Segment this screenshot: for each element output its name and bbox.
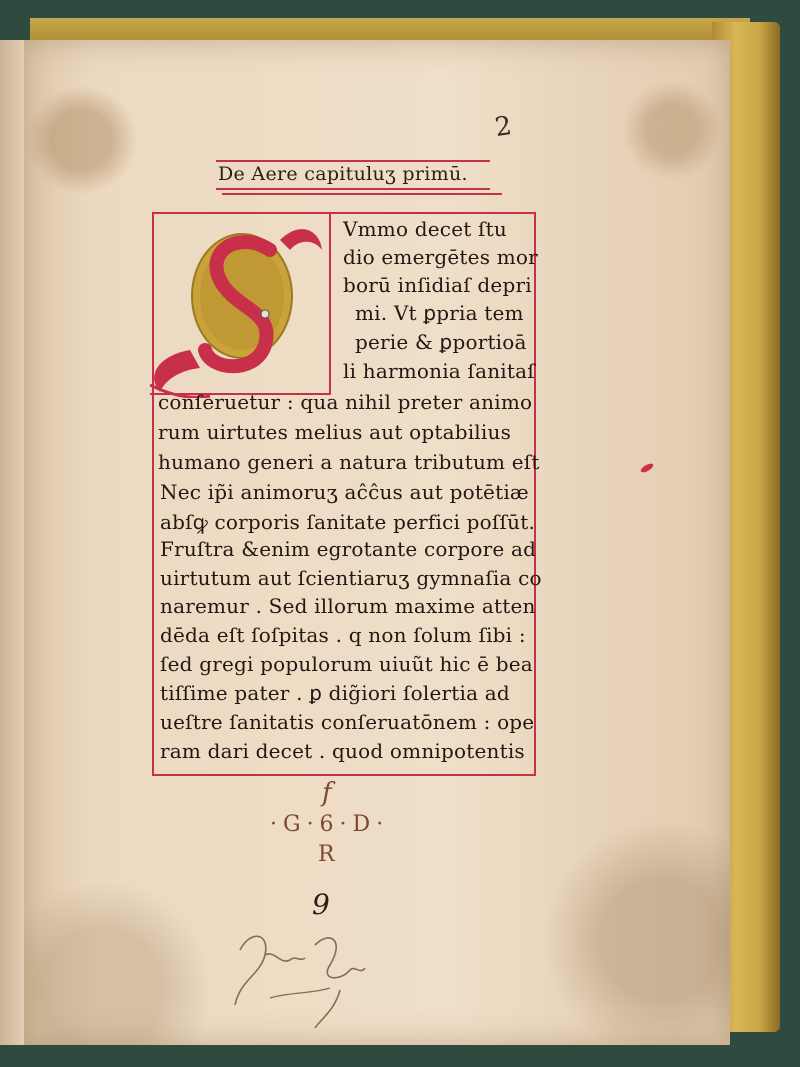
text-line: naremur . Sed illorum maxime atten xyxy=(160,594,536,618)
ownership-signature xyxy=(220,920,380,1030)
text-line: abſꝙ corporis ſanitate perfici poſſūt. xyxy=(160,510,536,534)
text-line: mi. Vt ꝑpria tem xyxy=(355,301,524,325)
text-line: Nec ip̃i animoruʒ aĉĉus aut potētiæ xyxy=(160,480,529,504)
text-line: ſed gregi populorum uiuũt hic ē bea xyxy=(160,652,533,676)
page-number: 2 xyxy=(492,110,514,144)
marginal-letter-f: f xyxy=(322,778,332,808)
text-line: tiſſime pater . ꝑ dig̃iori ſolertia ad xyxy=(160,681,510,705)
marginal-numeral: 9 xyxy=(312,888,330,921)
text-line: dio emergētes mor xyxy=(343,245,538,269)
illuminated-initial xyxy=(150,210,332,398)
heading-rule xyxy=(222,193,502,195)
text-line: ram dari decet . quod omnipotentis xyxy=(160,739,525,763)
text-line: li harmonia ſanitaſ xyxy=(343,359,535,383)
text-line: ueſtre ſanitatis conſeruatōnem : ope xyxy=(160,710,535,734)
marginal-letter-r: R xyxy=(318,842,335,867)
gutter xyxy=(0,40,24,1045)
text-line: borū inſidiaſ depri xyxy=(343,273,532,297)
chapter-heading: De Aere capituluʒ primū. xyxy=(216,160,490,190)
text-line: humano generi a natura tributum eſt xyxy=(158,450,540,474)
text-line: dēda eſt ſoſpitas . q non ſolum ſibi : xyxy=(160,623,526,647)
marginal-letters: ·G·6·D· xyxy=(270,812,390,837)
text-line: Fruſtra &enim egrotante corpore ad xyxy=(160,537,537,561)
text-line: perie & ꝑportioā xyxy=(355,330,527,354)
text-line: Vmmo decet ſtu xyxy=(343,217,507,241)
text-line: uirtutum aut ſcientiaruʒ gymnaſia co xyxy=(160,566,542,590)
text-line: conſeruetur : qua nihil preter animo xyxy=(158,390,533,414)
text-line: rum uirtutes melius aut optabilius xyxy=(158,420,512,444)
